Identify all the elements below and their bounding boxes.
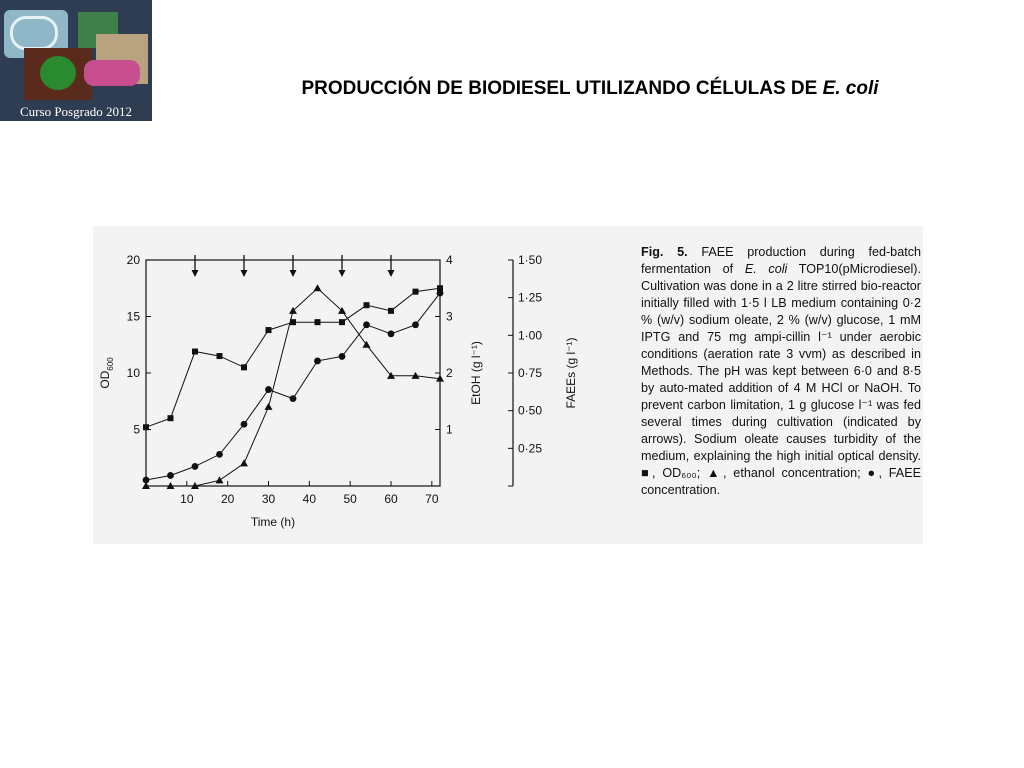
ethanol-point	[314, 284, 322, 291]
figure-caption-part1: FAEE production during fed-batch fermentation of	[641, 245, 921, 276]
feed-arrow-head	[192, 270, 199, 277]
feed-arrow-head	[339, 270, 346, 277]
od-tick-label: 5	[133, 422, 140, 437]
od-axis-label: $OD_{600}$	[98, 357, 115, 389]
faee-tick-label: 0·75	[518, 366, 543, 380]
od-tick-label: 20	[126, 253, 140, 267]
faee-tick-label: 1·50	[518, 253, 543, 267]
ethanol-point	[265, 403, 273, 410]
x-tick-label: 50	[343, 492, 357, 506]
ethanol-point	[240, 459, 248, 466]
faee-tick-label: 1·00	[518, 328, 543, 343]
x-tick-label: 70	[425, 492, 439, 506]
slide-title-species: E. coli	[822, 78, 879, 99]
od-tick-label: 15	[126, 309, 140, 324]
figure-caption-label: Fig. 5.	[641, 245, 688, 259]
etoh-tick-label: 3	[446, 309, 453, 324]
od-tick-label: 10	[126, 366, 140, 380]
x-tick-label: 10	[180, 492, 194, 506]
figure-panel	[93, 226, 923, 544]
x-tick-label: 60	[384, 492, 398, 506]
feed-arrow-head	[388, 270, 395, 277]
od600-point	[241, 364, 247, 370]
slide-title-main: PRODUCCIÓN DE BIODIESEL UTILIZANDO CÉLULAS DE	[301, 78, 823, 99]
feed-arrow-head	[241, 270, 248, 277]
od600-point	[315, 319, 321, 325]
od600-point	[217, 353, 223, 359]
feed-arrow-head	[290, 270, 297, 277]
faee-tick-label: 0·25	[518, 441, 543, 456]
x-tick-label: 30	[261, 492, 276, 506]
od600-point	[266, 327, 272, 333]
etoh-axis-label: EtOH (g l⁻¹)	[469, 341, 483, 405]
od600-point	[364, 302, 370, 308]
od600-point	[388, 308, 394, 314]
ethanol-point	[363, 341, 371, 348]
ethanol-point	[216, 476, 224, 483]
fermentation-chart	[93, 226, 633, 544]
logo-tile-structure	[40, 56, 76, 90]
figure-caption	[641, 244, 921, 499]
x-tick-label: 20	[220, 492, 235, 506]
faee-point	[388, 330, 395, 337]
x-axis-label: Time (h)	[250, 515, 296, 529]
slide-title	[160, 78, 1020, 100]
faee-point	[412, 321, 419, 328]
faee-point	[339, 353, 346, 360]
faee-tick-label: 0·50	[518, 403, 543, 418]
od600-point	[143, 424, 149, 430]
x-tick-label: 40	[302, 492, 317, 506]
logo-ring	[10, 16, 58, 50]
faee-point	[216, 451, 223, 458]
faee-axis-label: FAEEs (g l⁻¹)	[564, 337, 578, 409]
faee-point	[265, 386, 272, 393]
series-line-triangle	[146, 288, 440, 486]
faee-point	[290, 395, 297, 402]
od600-point	[192, 349, 198, 355]
od-axis-subscript: 600	[106, 357, 115, 371]
faee-point	[363, 321, 370, 328]
faee-point	[314, 358, 321, 365]
course-logo	[0, 0, 152, 121]
od600-point	[168, 415, 174, 421]
logo-tile-flask	[84, 60, 140, 86]
od600-point	[413, 289, 419, 295]
logo-caption: Curso Posgrado 2012	[0, 103, 152, 121]
faee-tick-label: 1·25	[518, 290, 543, 305]
figure-caption-part2: TOP10(pMicrodiesel). Cultivation was done in a 2 litre stirred bio-reactor initially filled with 1·5 l LB medium containing 0·2 % (w/v) sodium oleate, 2 % (w/v) glucose, 1 mM IPTG and 75 mg ampi-cillin l⁻¹ under aerobic conditions (aeration rate 3 vvm) as described in Methods. The pH was kept between 6·0 and 8·5 by auto-mated addition of 4 M HCl or NaOH. To prevent carbon limitation, 1 g glucose l⁻¹ was fed several times during cultivation (indicated by arrows). Sodium oleate causes turbidity of the medium, explaining the high initial optical density. ■, OD₆₀₀; ▲, ethanol concentration; ●, FAEE concentration.	[641, 262, 921, 497]
faee-point	[437, 290, 444, 297]
od600-point	[339, 319, 345, 325]
faee-point	[241, 421, 248, 428]
faee-point	[167, 472, 174, 479]
plot-frame	[146, 260, 440, 486]
etoh-tick-label: 2	[446, 366, 453, 380]
faee-point	[143, 477, 150, 484]
figure-caption-species: E. coli	[744, 262, 788, 276]
etoh-tick-label: 4	[446, 253, 453, 267]
etoh-tick-label: 1	[446, 422, 453, 437]
faee-point	[192, 463, 199, 470]
